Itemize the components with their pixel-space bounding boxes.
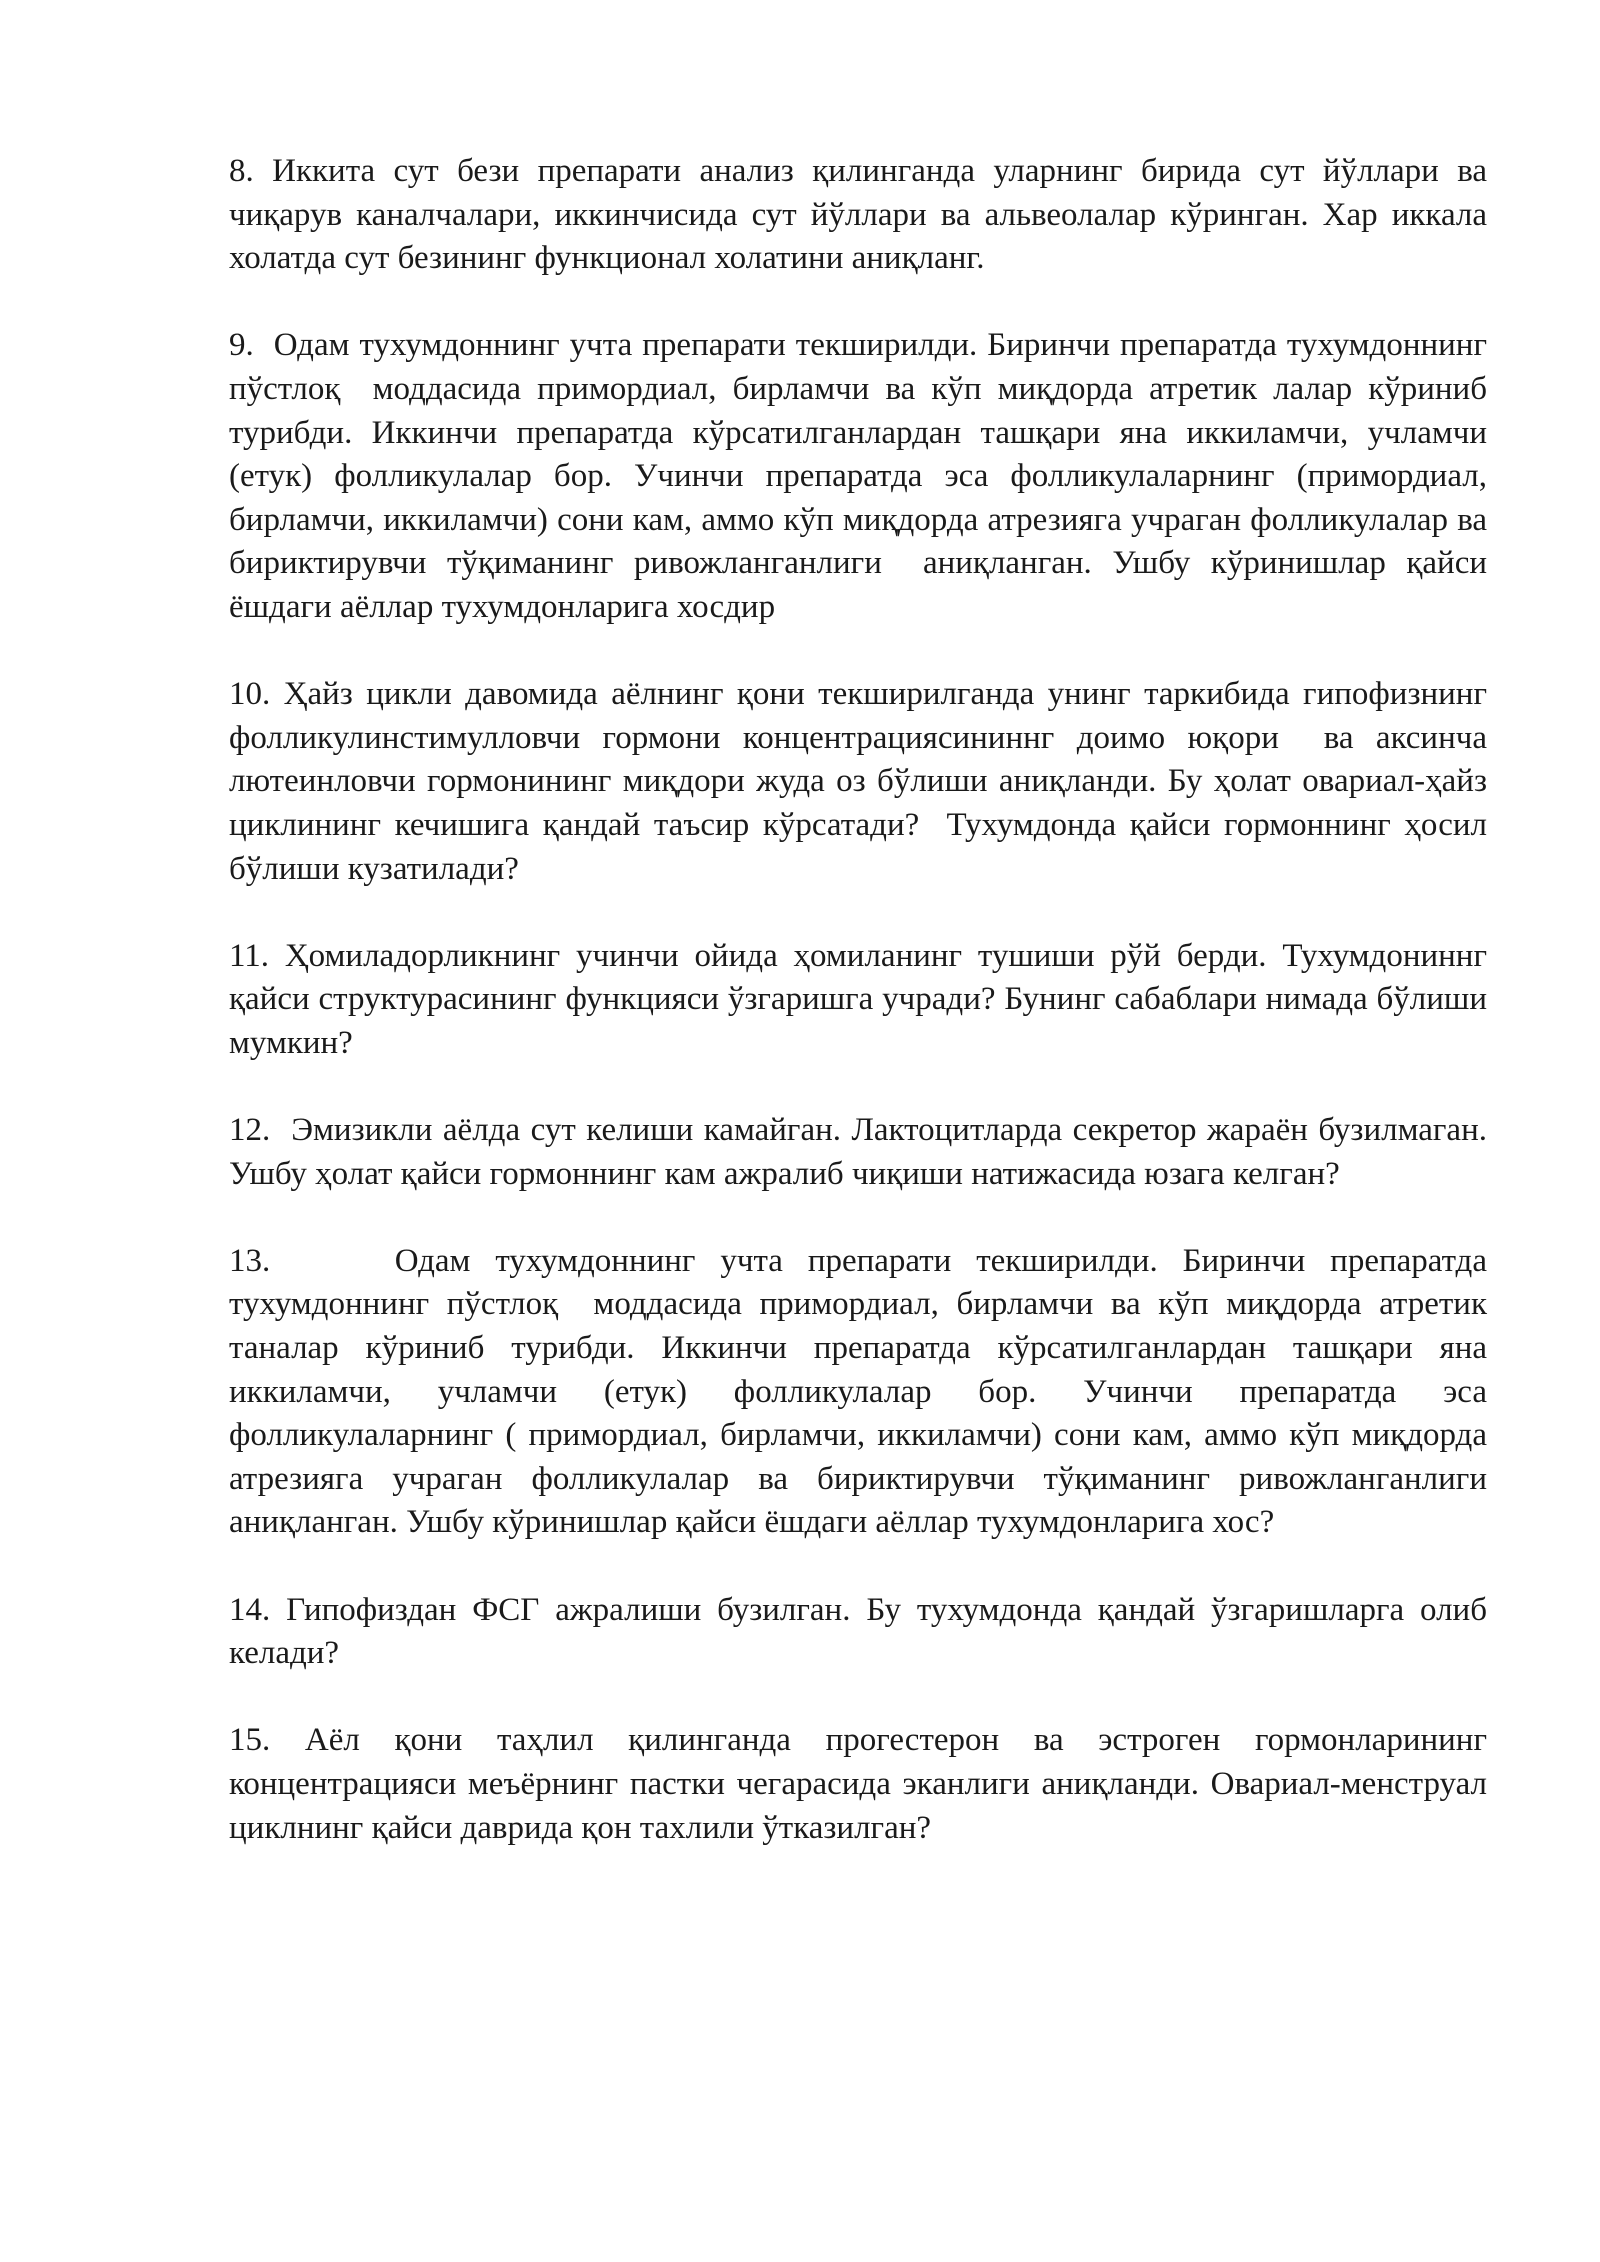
document-page bbox=[229, 150, 1504, 1894]
question-10: 10. Ҳайз цикли давомида аёлнинг қони текширилганда унинг таркибида гипофизнинг фолликулинстимулловчи гормони концентрациясининнг доимо юқори ва аксинча лютеинловчи гормонининг миқдори жуда оз бўлиши аниқланди. Бу ҳолат овариал-ҳайз циклининг кечишига қандай таъсир кўрсатади? Тухумдонда қайси гормоннинг ҳосил бўлиши кузатилади? bbox=[229, 676, 1496, 887]
question-14: 14. Гипофиздан ФСГ ажралиши бузилган. Бу тухумдонда қандай ўзгаришларга олиб келади? bbox=[229, 1591, 1496, 1672]
question-12: 12. Эмизикли аёлда сут келиши камайган. Лактоцитларда секретор жараён бузилмаган. Ушбу ҳолат қайси гормоннинг кам ажралиб чиқиши натижасида юзага келган? bbox=[229, 1112, 1496, 1192]
question-8: 8. Иккита сут бези препарати анализ қилинганда уларнинг бирида сут йўллари ва чиқарув каналчалари, иккинчисида сут йўллари ва альвеолалар кўринган. Хар иккала холатда сут безининг функционал холатини аниқланг. bbox=[229, 153, 1496, 277]
question-9: 9. Одам тухумдоннинг учта препарати текширилди. Биринчи препаратда тухумдоннинг пўстлоқ моддасида примордиал, бирламчи ва кўп миқдорда атретик лалар кўриниб турибди. Иккинчи препаратда кўрсатилганлардан ташқари яна иккиламчи, учламчи (етук) фолликулалар бор. Учинчи препаратда эса фолликулаларнинг (примордиал, бирламчи, иккиламчи) сони кам, аммо кўп миқдорда атрезияга учраган фолликулалар ва бириктирувчи тўқиманинг ривожланганлиги аниқланган. Ушбу кўринишлар қайси ёшдаги аёллар тухумдонларига хосдир bbox=[229, 327, 1496, 625]
question-11: 11. Ҳомиладорликнинг учинчи ойида ҳомиланинг тушиши рўй берди. Тухумдониннг қайси структурасининг функцияси ўзгаришга учради? Бунинг сабаблари нимада бўлиши мумкин? bbox=[229, 937, 1496, 1061]
question-15: 15. Аёл қони таҳлил қилинганда прогестерон ва эстроген гормонларининг концентрацияси меъёрнинг пастки чегарасида эканлиги аниқланди. Овариал-менструал циклнинг қайси даврида қон тахлили ўтказилган? bbox=[229, 1722, 1496, 1846]
question-13: 13. Одам тухумдоннинг учта препарати текширилди. Биринчи препаратда тухумдоннинг пўстлоқ моддасида примордиал, бирламчи ва кўп миқдорда атретик таналар кўриниб турибди. Иккинчи препаратда кўрсатилганлардан ташқари яна иккиламчи, учламчи (етук) фолликулалар бор. Учинчи препаратда эса фолликулаларнинг ( примордиал, бирламчи, иккиламчи) сони кам, аммо кўп миқдорда атрезияга учраган фолликулалар ва бириктирувчи тўқиманинг ривожланганлиги аниқланган. Ушбу кўринишлар қайси ёшдаги аёллар тухумдонларига хос? bbox=[229, 1242, 1504, 1541]
